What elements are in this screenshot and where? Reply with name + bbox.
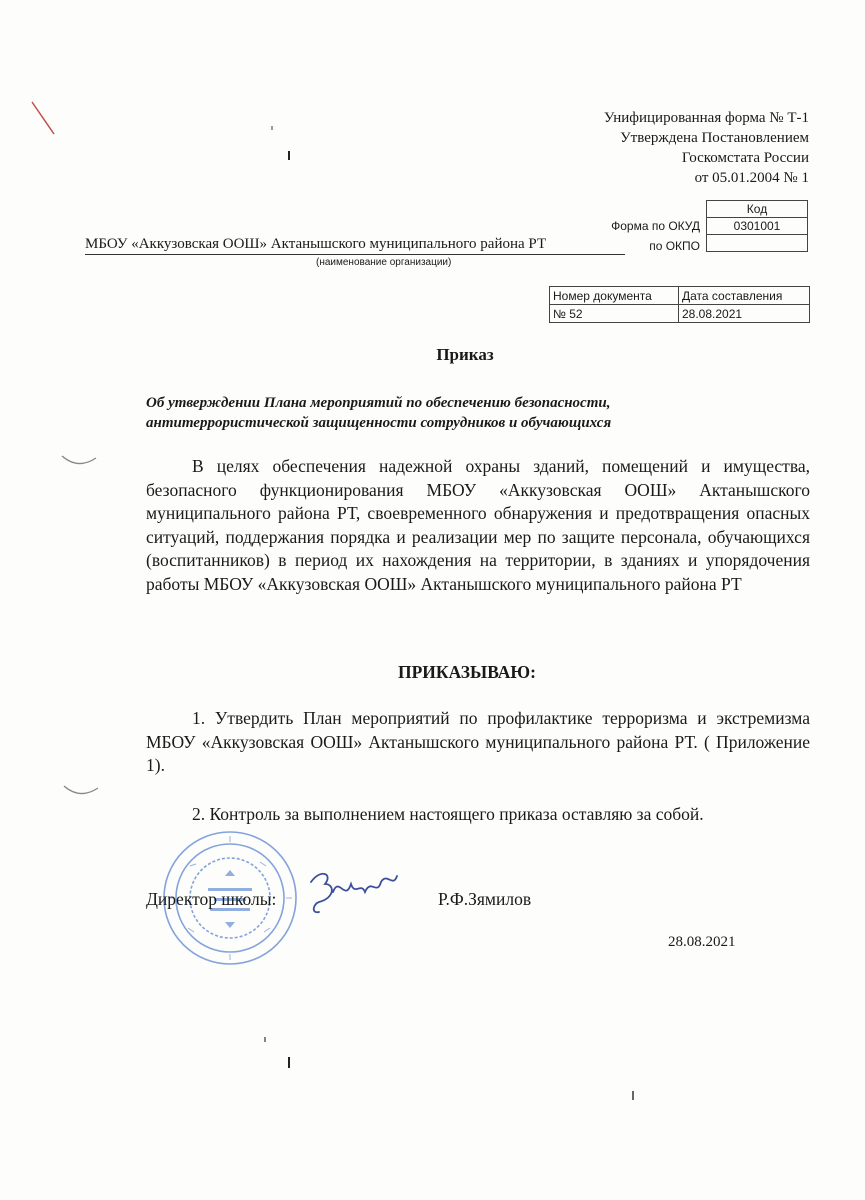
doc-number-header: Номер документа (550, 287, 679, 305)
doc-date: 28.08.2021 (679, 305, 810, 323)
document-subject (146, 393, 746, 433)
okpo-label: по ОКПО (649, 239, 700, 253)
document-title: Приказ (436, 345, 494, 364)
order-word: ПРИКАЗЫВАЮ: (398, 662, 536, 682)
signer-name: Р.Ф.Зямилов (438, 889, 532, 909)
scan-dot-3 (286, 1056, 292, 1070)
doc-date-header: Дата составления (679, 287, 810, 305)
okpo-value (707, 235, 808, 252)
organization-caption: (наименование организации) (316, 257, 452, 268)
scan-dot-5 (263, 1036, 267, 1044)
punch-hole-mark-2 (62, 782, 102, 802)
codes-table (706, 200, 808, 252)
scan-dot-4 (630, 1090, 636, 1102)
order-item-2: 2. Контроль за выполнением настоящего приказа оставляю за собой. (192, 804, 704, 824)
signature-date: 28.08.2021 (668, 934, 736, 950)
scan-mark-topleft (30, 100, 60, 140)
scan-dot-2 (270, 125, 274, 131)
organization-name: МБОУ «Аккузовская ООШ» Актанышского муниципального района РТ (85, 236, 625, 255)
form-header-line2: Утверждена Постановлением (620, 130, 809, 146)
codes-header: Код (707, 201, 808, 218)
preamble-paragraph: В целях обеспечения надежной охраны зданий, помещений и имущества, безопасного функционирования МБОУ «Аккузовская ООШ» Актанышского муниципального района РТ, своевременного обнаружения и предотвращения опасных ситуаций, поддержания порядка и реализации мер по защите персонала, обучающихся (воспитанников) в период их нахождения на территории, в зданиях и упорядочения работы МБОУ «Аккузовская ООШ» Актанышского муниципального района РТ (146, 456, 810, 594)
signer-title: Директор школы: (146, 889, 277, 909)
okud-value: 0301001 (707, 218, 808, 235)
form-header-line3: Госкомстата России (681, 150, 809, 166)
okud-label: Форма по ОКУД (611, 219, 700, 233)
director-signature (305, 862, 405, 918)
subject-line1: Об утверждении Плана мероприятий по обеспечению безопасности, (146, 395, 611, 411)
document-number-table (549, 286, 810, 323)
punch-hole-mark-1 (60, 452, 100, 472)
scan-dot-1 (286, 150, 292, 162)
form-header-line4: от 05.01.2004 № 1 (694, 170, 809, 186)
doc-number: № 52 (550, 305, 679, 323)
order-item-1: 1. Утвердить План мероприятий по профилактике терроризма и экстремизма МБОУ «Аккузовская ООШ» Актанышского муниципального района РТ. ( Приложение 1). (146, 708, 810, 775)
form-header (604, 108, 809, 188)
subject-line2: антитеррористической защищенности сотрудников и обучающихся (146, 415, 612, 431)
form-header-line1: Унифицированная форма № Т-1 (603, 110, 809, 126)
